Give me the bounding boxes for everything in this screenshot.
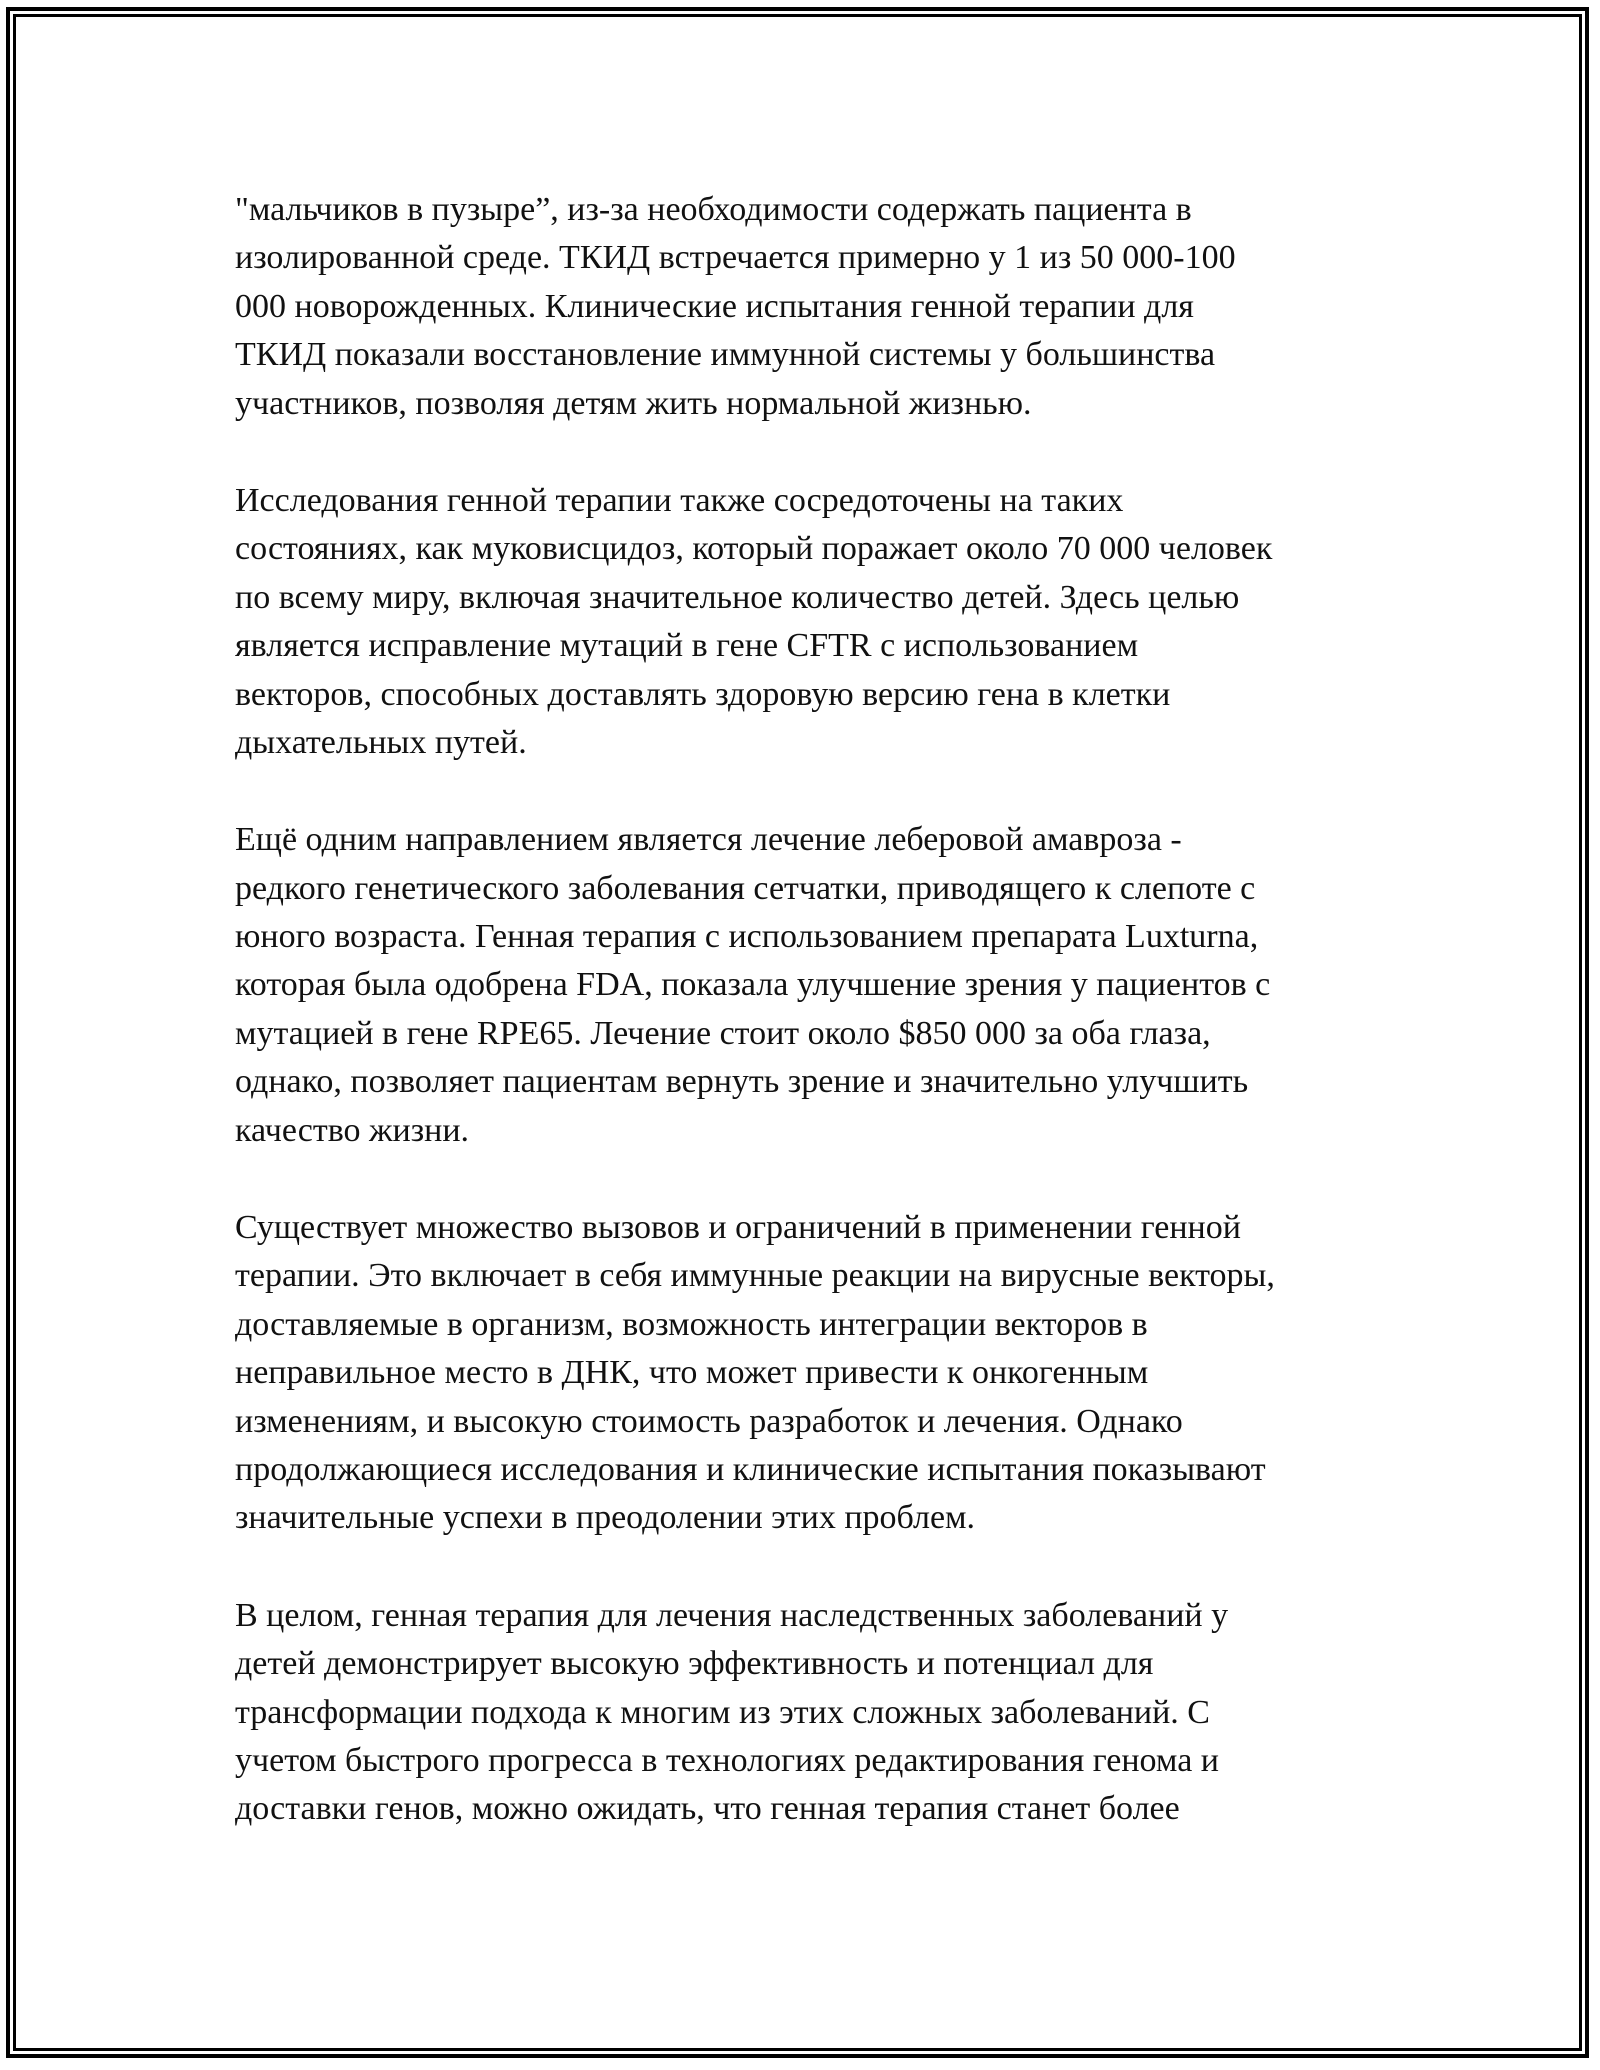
text-line: которая была одобрена FDA, показала улучшение зрения у пациентов с bbox=[235, 966, 1271, 1004]
text-line: значительные успехи в преодолении этих проблем. bbox=[235, 1499, 976, 1537]
text-line: юного возраста. Генная терапия с использованием препарата Luxturna, bbox=[235, 918, 1259, 956]
text-line: качество жизни. bbox=[235, 1111, 470, 1149]
text-line: "мальчиков в пузыре”, из-за необходимости содержать пациента в bbox=[235, 191, 1192, 228]
text-line: Существует множество вызовов и ограничений в применении генной bbox=[235, 1209, 1241, 1247]
text-line: продолжающиеся исследования и клинические испытания показывают bbox=[235, 1450, 1266, 1488]
text-line: Ещё одним направлением является лечение леберовой амавроза - bbox=[235, 821, 1182, 859]
text-line: 000 новорожденных. Клинические испытания генной терапии для bbox=[235, 287, 1194, 325]
text-line: детей демонстрирует высокую эффективность и потенциал для bbox=[235, 1645, 1154, 1683]
text-line: терапии. Это включает в себя иммунные реакции на вирусные векторы, bbox=[235, 1257, 1275, 1295]
paragraph-challenges bbox=[235, 1204, 1395, 1543]
paragraph-scid bbox=[235, 186, 1395, 428]
text-line: доставки генов, можно ожидать, что генная терапия станет более bbox=[235, 1790, 1180, 1828]
text-line: векторов, способных доставлять здоровую версию гена в клетки bbox=[235, 675, 1171, 713]
text-line: мутацией в гене RPE65. Лечение стоит около $850 000 за оба глаза, bbox=[235, 1014, 1211, 1052]
text-line: ТКИД показали восстановление иммунной системы у большинства bbox=[235, 336, 1216, 374]
text-line: учетом быстрого прогресса в технологиях редактирования генома и bbox=[235, 1741, 1219, 1779]
text-line: неправильное место в ДНК, что может привести к онкогенным bbox=[235, 1354, 1149, 1392]
paragraph-conclusion bbox=[235, 1592, 1395, 1834]
text-line: трансформации подхода к многим из этих сложных заболеваний. С bbox=[235, 1693, 1210, 1731]
document-body bbox=[235, 186, 1395, 1883]
text-line: однако, позволяет пациентам вернуть зрение и значительно улучшить bbox=[235, 1063, 1249, 1101]
text-line: В целом, генная терапия для лечения наследственных заболеваний у bbox=[235, 1596, 1229, 1634]
paragraph-cystic-fibrosis bbox=[235, 477, 1395, 767]
text-line: редкого генетического заболевания сетчатки, приводящего к слепоте с bbox=[235, 869, 1256, 907]
text-line: изменениям, и высокую стоимость разработок и лечения. Однако bbox=[235, 1402, 1183, 1440]
text-line: состояниях, как муковисцидоз, который поражает около 70 000 человек bbox=[235, 530, 1273, 568]
text-line: доставляемые в организм, возможность интеграции векторов в bbox=[235, 1305, 1148, 1343]
text-line: участников, позволяя детям жить нормальной жизнью. bbox=[235, 384, 1032, 422]
paragraph-leber-amaurosis bbox=[235, 816, 1395, 1155]
text-line: изолированной среде. ТКИД встречается примерно у 1 из 50 000-100 bbox=[235, 239, 1236, 277]
text-line: Исследования генной терапии также сосредоточены на таких bbox=[235, 481, 1124, 519]
text-line: является исправление мутаций в гене CFTR с использованием bbox=[235, 627, 1139, 665]
text-line: по всему миру, включая значительное количество детей. Здесь целью bbox=[235, 578, 1240, 616]
text-line: дыхательных путей. bbox=[235, 723, 527, 761]
